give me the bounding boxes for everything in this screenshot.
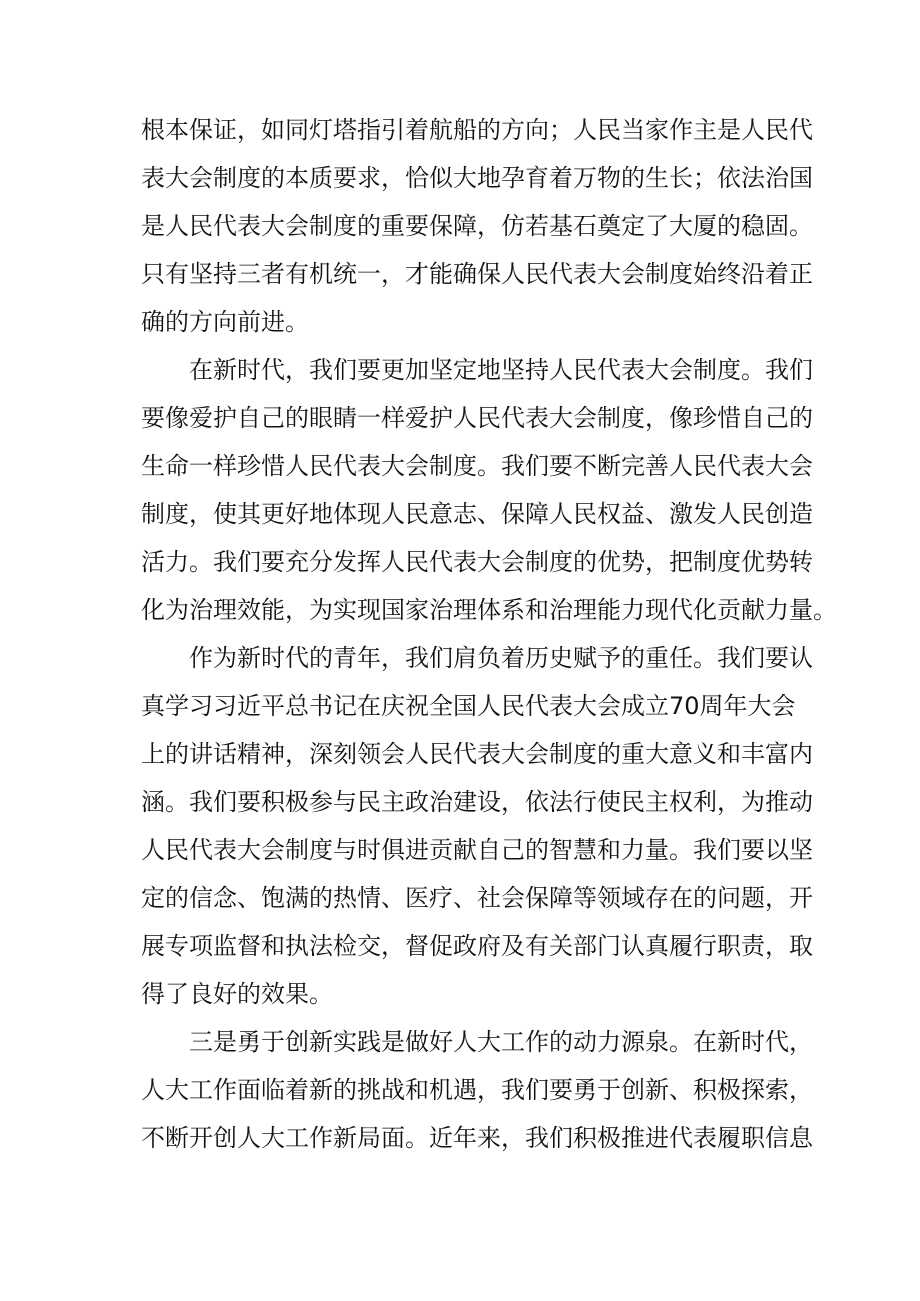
text-line: 展专项监督和执法检交，督促政府及有关部门认真履行职责，取 xyxy=(141,932,813,960)
text-line: 根本保证，如同灯塔指引着航船的方向；人民当家作主是人民代 xyxy=(141,116,813,144)
paragraph-4 xyxy=(141,1018,813,1162)
text-line: 作为新时代的青年，我们肩负着历史赋予的重任。我们要认 xyxy=(189,644,813,672)
text-line: 在新时代，我们要更加坚定地坚持人民代表大会制度。我们 xyxy=(189,356,813,384)
text-line: 生命一样珍惜人民代表大会制度。我们要不断完善人民代表大会 xyxy=(141,452,813,480)
text-line: 得了良好的效果。 xyxy=(141,980,333,1008)
paragraph-1 xyxy=(141,106,813,346)
text-line: 只有坚持三者有机统一，才能确保人民代表大会制度始终沿着正 xyxy=(141,260,813,288)
text-line: 人大工作面临着新的挑战和机遇，我们要勇于创新、积极探索， xyxy=(141,1076,813,1104)
text-line: 表大会制度的本质要求，恰似大地孕育着万物的生长；依法治国 xyxy=(141,164,813,192)
text-line: 确的方向前进。 xyxy=(141,308,309,336)
text-line: 是人民代表大会制度的重要保障，仿若基石奠定了大厦的稳固。 xyxy=(141,212,813,240)
text-line: 真学习习近平总书记在庆祝全国人民代表大会成立70周年大会 xyxy=(141,692,796,720)
text-line: 定的信念、饱满的热情、医疗、社会保障等领域存在的问题，开 xyxy=(141,884,813,912)
text-line: 人民代表大会制度与时俱进贡献自己的智慧和力量。我们要以坚 xyxy=(141,836,813,864)
text-line: 活力。我们要充分发挥人民代表大会制度的优势，把制度优势转 xyxy=(141,548,813,576)
text-line: 上的讲话精神，深刻领会人民代表大会制度的重大意义和丰富内 xyxy=(141,740,813,768)
text-line: 不断开创人大工作新局面。近年来，我们积极推进代表履职信息 xyxy=(141,1124,813,1152)
text-line: 制度，使其更好地体现人民意志、保障人民权益、激发人民创造 xyxy=(141,500,813,528)
text-line: 涵。我们要积极参与民主政治建设，依法行使民主权利，为推动 xyxy=(141,788,813,816)
text-line: 三是勇于创新实践是做好人大工作的动力源泉。在新时代， xyxy=(189,1028,813,1056)
text-line: 化为治理效能，为实现国家治理体系和治理能力现代化贡献力量。 xyxy=(141,596,837,624)
text-line: 要像爱护自己的眼睛一样爱护人民代表大会制度，像珍惜自己的 xyxy=(141,404,813,432)
paragraph-3 xyxy=(141,634,813,1018)
paragraph-2 xyxy=(141,346,837,634)
